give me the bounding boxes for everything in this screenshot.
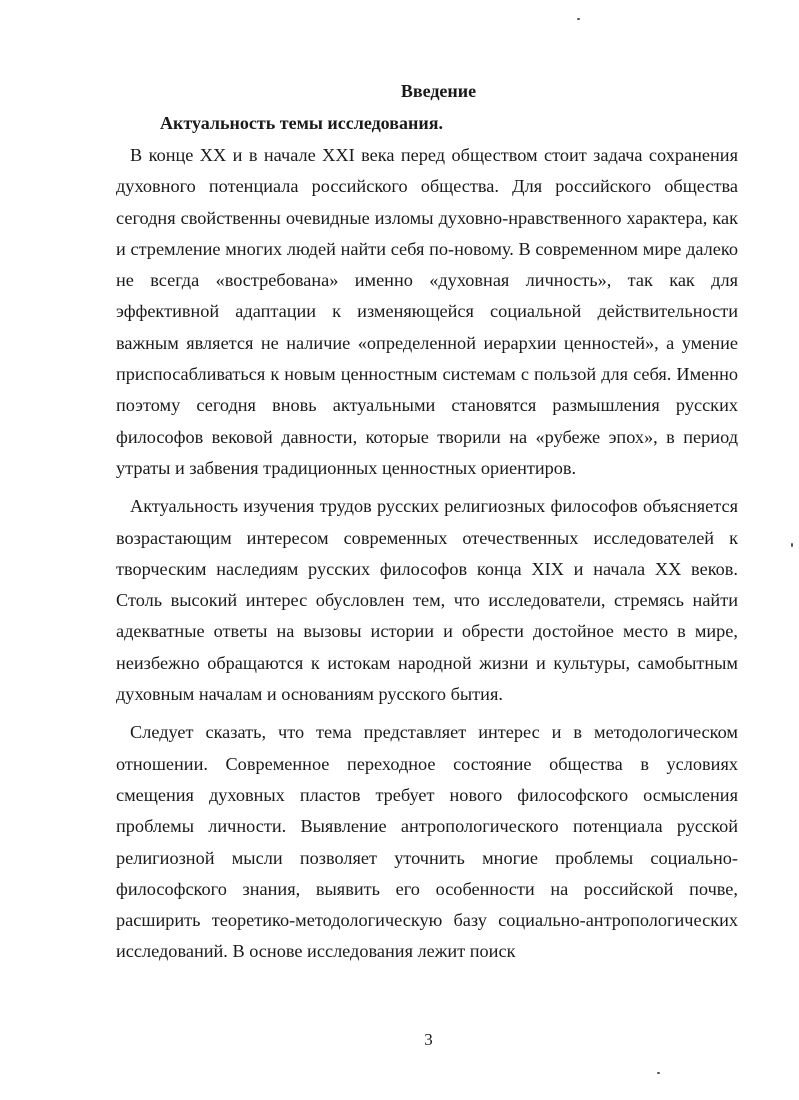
scan-speck	[791, 543, 793, 547]
paragraph-3: Следует сказать, что тема представляет интерес и в методологическом отношении. Современное переходное состояние общества в условиях смещения духовных пластов требует нового философского осмысления проблемы личности. Выявление антропологического потенциала русской религиозной мысли позволяет уточнить многие проблемы социально-философского знания, выявить его особенности на российской почве, расширить теоретико-методологическую базу социально-антропологических исследований. В основе исследования лежит поиск	[116, 722, 738, 962]
paragraph-1: В конце XX и в начале XXI века перед обществом стоит задача сохранения духовного потенциала российского общества. Для российского общества сегодня свойственны очевидные изломы духовно-нравственного характера, как и стремление многих людей найти себя по-новому. В современном мире далеко не всегда «востребована» именно «духовная личность», так как для эффективной адаптации к изменяющейся социальной действительности важным является не наличие «определенной иерархии ценностей», а умение приспосабливаться к новым ценностным системам с пользой для себя. Именно поэтому сегодня вновь актуальными становятся размышления русских философов вековой давности, которые творили на «рубеже эпох», в период утраты и забвения традиционных ценностных ориентиров.	[116, 145, 738, 478]
scan-speck	[657, 1072, 660, 1074]
page-number: 3	[424, 1030, 433, 1049]
section-heading: Введение	[400, 81, 477, 101]
subsection-heading: Актуальность темы исследования.	[160, 113, 443, 133]
scan-speck	[577, 18, 580, 20]
body-text	[116, 140, 738, 968]
paragraph-2: Актуальность изучения трудов русских религиозных философов объясняется возрастающим интересом современных отечественных исследователей к творческим наследиям русских философов конца XIX и начала XX веков. Столь высокий интерес обусловлен тем, что исследователи, стремясь найти адекватные ответы на вызовы истории и обрести достойное место в мире, неизбежно обращаются к истокам народной жизни и культуры, самобытным духовным началам и основаниям русского бытия.	[116, 496, 738, 705]
